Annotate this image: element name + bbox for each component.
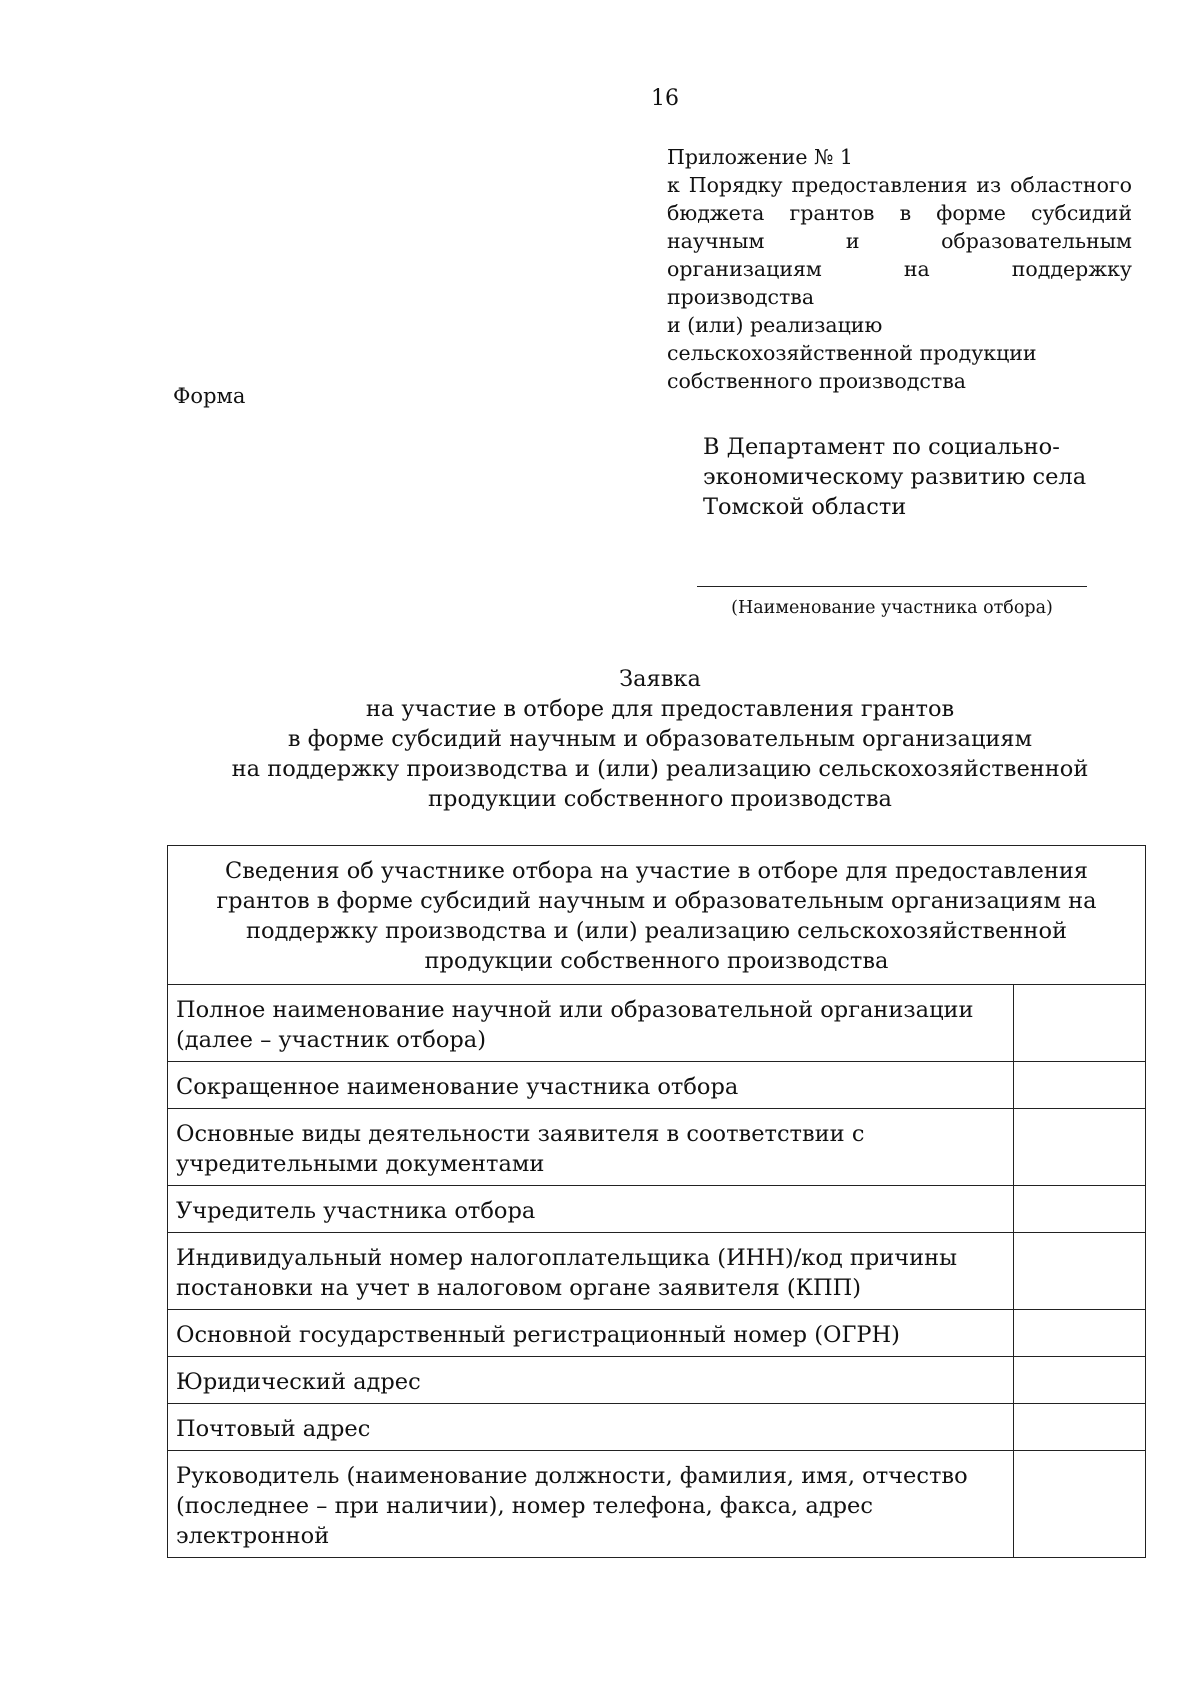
- addressee: В Департамент по социально-экономическому развитию села Томской области: [703, 434, 1087, 520]
- heading-title: Заявка: [619, 666, 701, 692]
- appendix-note: [667, 143, 1132, 395]
- row-value-field[interactable]: [1014, 1451, 1146, 1558]
- table-row: [168, 1233, 1146, 1310]
- appendix-title: Приложение № 1: [667, 145, 853, 169]
- participant-info-table: [167, 845, 1146, 1558]
- row-value-field[interactable]: [1014, 1357, 1146, 1404]
- table-header: Сведения об участнике отбора на участие в отборе для предоставления грантов в форме субсидий научным и образовательным организациям на поддержку производства и (или) реализацию сельскохозяйственной продукции собственного производства: [168, 846, 1146, 985]
- application-heading: [160, 664, 1160, 814]
- row-label: Почтовый адрес: [168, 1404, 1014, 1451]
- table-header-row: [168, 846, 1146, 985]
- row-value-field[interactable]: [1014, 985, 1146, 1062]
- appendix-last-line: и (или) реализацию сельскохозяйственной продукции собственного производства: [667, 313, 1037, 393]
- table-row: [168, 1451, 1146, 1558]
- row-label: Юридический адрес: [168, 1357, 1014, 1404]
- table-row: [168, 1310, 1146, 1357]
- row-label: Учредитель участника отбора: [168, 1186, 1014, 1233]
- signature-line: [697, 586, 1087, 587]
- row-label: Полное наименование научной или образовательной организации (далее – участник отбора): [168, 985, 1014, 1062]
- row-value-field[interactable]: [1014, 1404, 1146, 1451]
- row-label: Основной государственный регистрационный номер (ОГРН): [168, 1310, 1014, 1357]
- heading-line: на участие в отборе для предоставления грантов: [365, 696, 955, 722]
- row-value-field[interactable]: [1014, 1186, 1146, 1233]
- row-label: Руководитель (наименование должности, фамилия, имя, отчество (последнее – при наличии), номер телефона, факса, адрес электронной: [168, 1451, 1014, 1558]
- table-row: [168, 1109, 1146, 1186]
- heading-line: на поддержку производства и (или) реализацию сельскохозяйственной: [231, 756, 1089, 782]
- signature-caption: (Наименование участника отбора): [731, 598, 1053, 618]
- row-value-field[interactable]: [1014, 1233, 1146, 1310]
- table-row: [168, 1357, 1146, 1404]
- heading-line: продукции собственного производства: [428, 786, 892, 812]
- row-value-field[interactable]: [1014, 1310, 1146, 1357]
- row-label: Сокращенное наименование участника отбора: [168, 1062, 1014, 1109]
- row-label: Индивидуальный номер налогоплательщика (ИНН)/код причины постановки на учет в налоговом органе заявителя (КПП): [168, 1233, 1014, 1310]
- form-label: Форма: [173, 384, 246, 408]
- table-row: [168, 1186, 1146, 1233]
- page-number: 16: [651, 86, 679, 111]
- row-value-field[interactable]: [1014, 1062, 1146, 1109]
- heading-line: в форме субсидий научным и образовательным организациям: [287, 726, 1033, 752]
- appendix-body: к Порядку предоставления из областного бюджета грантов в форме субсидий научным и образовательным организациям на поддержку производства: [667, 173, 1132, 309]
- table-row: [168, 1062, 1146, 1109]
- table-row: [168, 1404, 1146, 1451]
- row-value-field[interactable]: [1014, 1109, 1146, 1186]
- row-label: Основные виды деятельности заявителя в соответствии с учредительными документами: [168, 1109, 1014, 1186]
- table-row: [168, 985, 1146, 1062]
